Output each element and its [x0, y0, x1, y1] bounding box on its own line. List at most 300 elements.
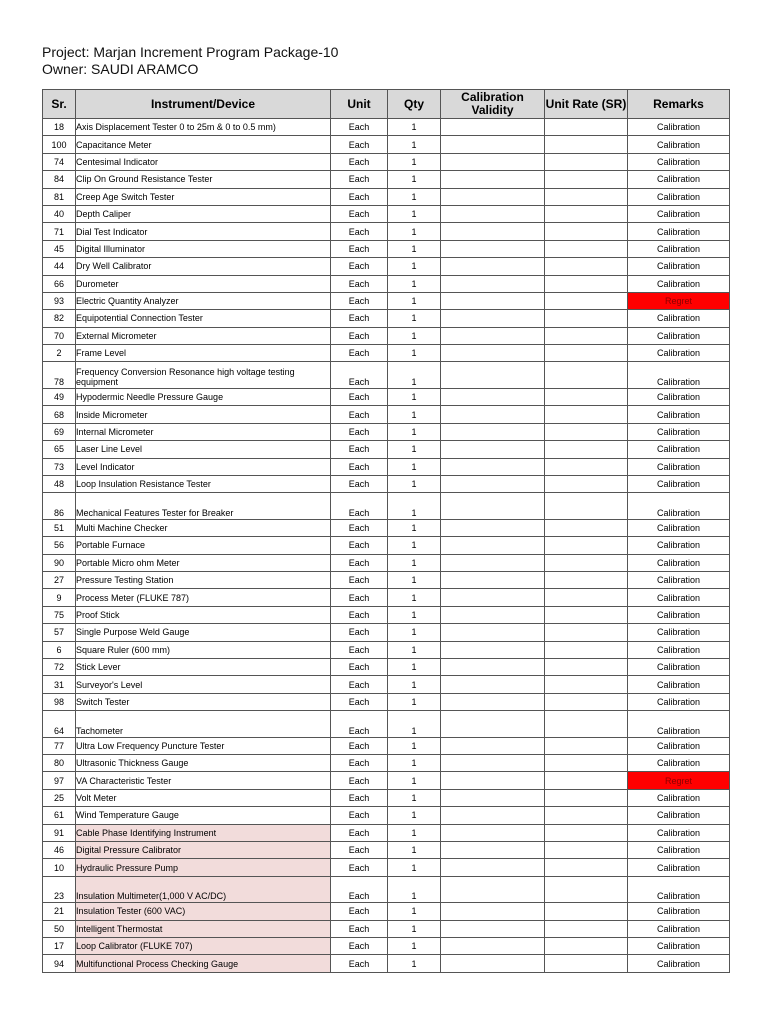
cell-instrument-name: Multi Machine Checker [76, 519, 331, 536]
cell-unit: Each [331, 658, 388, 675]
cell-instrument-name: Intelligent Thermostat [76, 920, 331, 937]
cell-unit: Each [331, 955, 388, 972]
cell-instrument-name: Hydraulic Pressure Pump [76, 859, 331, 876]
cell-sr: 78 [43, 362, 76, 389]
cell-qty: 1 [388, 772, 441, 789]
cell-remarks: Calibration [628, 406, 730, 423]
cell-unit: Each [331, 589, 388, 606]
cell-sr: 48 [43, 475, 76, 492]
cell-sr: 56 [43, 537, 76, 554]
cell-remarks: Calibration [628, 755, 730, 772]
cell-remarks: Calibration [628, 345, 730, 362]
cell-unit-rate [545, 258, 628, 275]
table-row [43, 423, 730, 440]
cell-unit: Each [331, 275, 388, 292]
table-row [43, 589, 730, 606]
cell-instrument-name: Ultrasonic Thickness Gauge [76, 755, 331, 772]
cell-calibration-validity [441, 423, 545, 440]
cell-calibration-validity [441, 493, 545, 520]
cell-unit-rate [545, 423, 628, 440]
cell-sr: 74 [43, 153, 76, 170]
table-row [43, 606, 730, 623]
cell-sr: 18 [43, 119, 76, 136]
cell-instrument-name: Hypodermic Needle Pressure Gauge [76, 388, 331, 405]
cell-unit-rate [545, 693, 628, 710]
table-row [43, 772, 730, 789]
cell-instrument-name: Single Purpose Weld Gauge [76, 624, 331, 641]
cell-remarks: Calibration [628, 537, 730, 554]
cell-remarks: Calibration [628, 589, 730, 606]
cell-qty: 1 [388, 345, 441, 362]
cell-unit-rate [545, 920, 628, 937]
table-row [43, 240, 730, 257]
cell-qty: 1 [388, 136, 441, 153]
cell-calibration-validity [441, 223, 545, 240]
cell-unit: Each [331, 423, 388, 440]
cell-qty: 1 [388, 275, 441, 292]
table-row [43, 693, 730, 710]
cell-calibration-validity [441, 876, 545, 903]
cell-remarks: Calibration [628, 275, 730, 292]
cell-instrument-name: Pressure Testing Station [76, 571, 331, 588]
cell-sr: 9 [43, 589, 76, 606]
cell-unit: Each [331, 903, 388, 920]
cell-unit-rate [545, 119, 628, 136]
cell-calibration-validity [441, 772, 545, 789]
cell-remarks: Calibration [628, 441, 730, 458]
cell-qty: 1 [388, 606, 441, 623]
cell-qty: 1 [388, 589, 441, 606]
cell-remarks: Calibration [628, 676, 730, 693]
cell-instrument-name: Creep Age Switch Tester [76, 188, 331, 205]
cell-calibration-validity [441, 119, 545, 136]
cell-sr: 10 [43, 859, 76, 876]
cell-remarks: Calibration [628, 824, 730, 841]
cell-calibration-validity [441, 693, 545, 710]
cell-unit-rate [545, 903, 628, 920]
cell-sr: 81 [43, 188, 76, 205]
cell-sr: 6 [43, 641, 76, 658]
cell-instrument-name: Multifunctional Process Checking Gauge [76, 955, 331, 972]
cell-unit-rate [545, 824, 628, 841]
cell-unit-rate [545, 676, 628, 693]
cell-instrument-name: Volt Meter [76, 789, 331, 806]
table-row [43, 171, 730, 188]
cell-unit: Each [331, 693, 388, 710]
cell-calibration-validity [441, 920, 545, 937]
cell-unit-rate [545, 171, 628, 188]
cell-instrument-name: Digital Illuminator [76, 240, 331, 257]
cell-qty: 1 [388, 859, 441, 876]
cell-sr: 65 [43, 441, 76, 458]
cell-instrument-name: Capacitance Meter [76, 136, 331, 153]
cell-sr: 75 [43, 606, 76, 623]
cell-sr: 100 [43, 136, 76, 153]
cell-calibration-validity [441, 589, 545, 606]
cell-qty: 1 [388, 258, 441, 275]
cell-unit-rate [545, 737, 628, 754]
cell-calibration-validity [441, 859, 545, 876]
cell-unit-rate [545, 136, 628, 153]
cell-sr: 91 [43, 824, 76, 841]
cell-sr: 86 [43, 493, 76, 520]
cell-instrument-name: Loop Calibrator (FLUKE 707) [76, 938, 331, 955]
cell-sr: 68 [43, 406, 76, 423]
cell-calibration-validity [441, 711, 545, 738]
cell-qty: 1 [388, 571, 441, 588]
cell-instrument-name: Portable Furnace [76, 537, 331, 554]
cell-unit-rate [545, 188, 628, 205]
cell-instrument-name: Switch Tester [76, 693, 331, 710]
document-header [42, 44, 338, 78]
cell-sr: 25 [43, 789, 76, 806]
cell-unit: Each [331, 938, 388, 955]
cell-sr: 21 [43, 903, 76, 920]
cell-calibration-validity [441, 406, 545, 423]
cell-sr: 49 [43, 388, 76, 405]
table-row [43, 841, 730, 858]
cell-unit: Each [331, 755, 388, 772]
cell-remarks: Calibration [628, 258, 730, 275]
cell-calibration-validity [441, 136, 545, 153]
cell-calibration-validity [441, 903, 545, 920]
cell-sr: 82 [43, 310, 76, 327]
cell-unit-rate [545, 475, 628, 492]
cell-qty: 1 [388, 458, 441, 475]
column-header-qty: Qty [388, 90, 441, 119]
cell-calibration-validity [441, 327, 545, 344]
cell-unit: Each [331, 772, 388, 789]
cell-remarks: Calibration [628, 240, 730, 257]
cell-unit: Each [331, 345, 388, 362]
table-row [43, 292, 730, 309]
table-row [43, 136, 730, 153]
table-row [43, 406, 730, 423]
cell-calibration-validity [441, 537, 545, 554]
cell-sr: 64 [43, 711, 76, 738]
cell-unit-rate [545, 441, 628, 458]
cell-qty: 1 [388, 903, 441, 920]
cell-qty: 1 [388, 824, 441, 841]
cell-unit: Each [331, 537, 388, 554]
cell-instrument-name: Level Indicator [76, 458, 331, 475]
table-row [43, 711, 730, 738]
table-row [43, 876, 730, 903]
cell-sr: 45 [43, 240, 76, 257]
column-header-remarks: Remarks [628, 90, 730, 119]
cell-remarks: Calibration [628, 223, 730, 240]
cell-unit-rate [545, 519, 628, 536]
cell-unit-rate [545, 275, 628, 292]
cell-sr: 66 [43, 275, 76, 292]
cell-qty: 1 [388, 188, 441, 205]
cell-instrument-name: Centesimal Indicator [76, 153, 331, 170]
cell-calibration-validity [441, 205, 545, 222]
cell-unit: Each [331, 711, 388, 738]
cell-instrument-name: Insulation Tester (600 VAC) [76, 903, 331, 920]
table-row [43, 920, 730, 937]
cell-qty: 1 [388, 755, 441, 772]
cell-calibration-validity [441, 441, 545, 458]
cell-unit-rate [545, 388, 628, 405]
cell-remarks: Calibration [628, 955, 730, 972]
cell-instrument-name: Inside Micrometer [76, 406, 331, 423]
cell-unit-rate [545, 589, 628, 606]
cell-remarks: Calibration [628, 859, 730, 876]
project-title: Project: Marjan Increment Program Package-10 [42, 44, 339, 60]
cell-calibration-validity [441, 153, 545, 170]
instrument-table [42, 89, 730, 973]
cell-instrument-name: Electric Quantity Analyzer [76, 292, 331, 309]
cell-remarks: Calibration [628, 903, 730, 920]
cell-calibration-validity [441, 275, 545, 292]
cell-unit-rate [545, 841, 628, 858]
cell-qty: 1 [388, 362, 441, 389]
cell-unit: Each [331, 554, 388, 571]
cell-unit: Each [331, 205, 388, 222]
cell-unit: Each [331, 362, 388, 389]
cell-qty: 1 [388, 171, 441, 188]
cell-calibration-validity [441, 188, 545, 205]
cell-calibration-validity [441, 807, 545, 824]
table-row [43, 441, 730, 458]
cell-unit: Each [331, 136, 388, 153]
cell-qty: 1 [388, 205, 441, 222]
cell-remarks: Calibration [628, 876, 730, 903]
cell-calibration-validity [441, 240, 545, 257]
table-row [43, 955, 730, 972]
cell-qty: 1 [388, 537, 441, 554]
cell-qty: 1 [388, 676, 441, 693]
cell-unit-rate [545, 554, 628, 571]
cell-unit-rate [545, 153, 628, 170]
cell-calibration-validity [441, 737, 545, 754]
cell-unit: Each [331, 824, 388, 841]
cell-remarks: Calibration [628, 458, 730, 475]
cell-instrument-name: Process Meter (FLUKE 787) [76, 589, 331, 606]
cell-sr: 27 [43, 571, 76, 588]
cell-sr: 84 [43, 171, 76, 188]
cell-unit-rate [545, 493, 628, 520]
cell-instrument-name: Portable Micro ohm Meter [76, 554, 331, 571]
cell-unit: Each [331, 841, 388, 858]
cell-calibration-validity [441, 624, 545, 641]
cell-instrument-name: Surveyor's Level [76, 676, 331, 693]
cell-sr: 98 [43, 693, 76, 710]
cell-qty: 1 [388, 327, 441, 344]
table-row [43, 153, 730, 170]
cell-instrument-name: Mechanical Features Tester for Breaker [76, 493, 331, 520]
cell-remarks: Calibration [628, 519, 730, 536]
table-row [43, 188, 730, 205]
cell-qty: 1 [388, 624, 441, 641]
cell-qty: 1 [388, 807, 441, 824]
table-row [43, 362, 730, 389]
cell-unit-rate [545, 624, 628, 641]
cell-unit: Each [331, 153, 388, 170]
cell-calibration-validity [441, 388, 545, 405]
cell-sr: 57 [43, 624, 76, 641]
cell-instrument-name: Axis Displacement Tester 0 to 25m & 0 to 0.5 mm) [76, 119, 331, 136]
owner-line: Owner: SAUDI ARAMCO [42, 61, 199, 77]
cell-calibration-validity [441, 458, 545, 475]
cell-calibration-validity [441, 362, 545, 389]
cell-qty: 1 [388, 406, 441, 423]
cell-qty: 1 [388, 554, 441, 571]
table-row [43, 824, 730, 841]
cell-unit: Each [331, 310, 388, 327]
cell-instrument-name: Internal Micrometer [76, 423, 331, 440]
cell-calibration-validity [441, 755, 545, 772]
column-header-unit: Unit [331, 90, 388, 119]
cell-unit: Each [331, 676, 388, 693]
cell-unit-rate [545, 641, 628, 658]
cell-remarks: Calibration [628, 493, 730, 520]
cell-unit: Each [331, 519, 388, 536]
cell-unit: Each [331, 807, 388, 824]
table-row [43, 737, 730, 754]
cell-remarks: Calibration [628, 624, 730, 641]
cell-unit: Each [331, 406, 388, 423]
table-row [43, 258, 730, 275]
cell-sr: 46 [43, 841, 76, 858]
cell-unit: Each [331, 789, 388, 806]
table-body [43, 119, 730, 973]
cell-remarks: Calibration [628, 475, 730, 492]
cell-qty: 1 [388, 938, 441, 955]
cell-sr: 51 [43, 519, 76, 536]
cell-instrument-name: Cable Phase Identifying Instrument [76, 824, 331, 841]
cell-qty: 1 [388, 475, 441, 492]
column-header-sr: Sr. [43, 90, 76, 119]
cell-sr: 40 [43, 205, 76, 222]
cell-remarks: Calibration [628, 938, 730, 955]
table-row [43, 345, 730, 362]
cell-calibration-validity [441, 171, 545, 188]
cell-instrument-name: Wind Temperature Gauge [76, 807, 331, 824]
cell-remarks: Calibration [628, 327, 730, 344]
cell-unit-rate [545, 406, 628, 423]
cell-calibration-validity [441, 258, 545, 275]
cell-calibration-validity [441, 475, 545, 492]
cell-calibration-validity [441, 345, 545, 362]
cell-remarks: Calibration [628, 658, 730, 675]
cell-unit-rate [545, 658, 628, 675]
table-row [43, 938, 730, 955]
cell-qty: 1 [388, 388, 441, 405]
cell-instrument-name: Digital Pressure Calibrator [76, 841, 331, 858]
cell-instrument-name: Proof Stick [76, 606, 331, 623]
cell-sr: 31 [43, 676, 76, 693]
table-row [43, 205, 730, 222]
table-row [43, 807, 730, 824]
cell-unit: Each [331, 119, 388, 136]
cell-qty: 1 [388, 292, 441, 309]
cell-remarks: Calibration [628, 362, 730, 389]
cell-instrument-name: VA Characteristic Tester [76, 772, 331, 789]
cell-qty: 1 [388, 693, 441, 710]
cell-unit-rate [545, 938, 628, 955]
cell-unit: Each [331, 292, 388, 309]
cell-remarks: Calibration [628, 693, 730, 710]
cell-instrument-name: Stick Lever [76, 658, 331, 675]
cell-qty: 1 [388, 493, 441, 520]
cell-sr: 2 [43, 345, 76, 362]
cell-remarks: Calibration [628, 641, 730, 658]
table-row [43, 789, 730, 806]
cell-remarks: Calibration [628, 205, 730, 222]
cell-sr: 72 [43, 658, 76, 675]
cell-unit-rate [545, 711, 628, 738]
cell-unit-rate [545, 458, 628, 475]
table-row [43, 624, 730, 641]
cell-sr: 77 [43, 737, 76, 754]
cell-remarks: Calibration [628, 153, 730, 170]
cell-unit-rate [545, 859, 628, 876]
cell-instrument-name: Durometer [76, 275, 331, 292]
cell-instrument-name: Loop Insulation Resistance Tester [76, 475, 331, 492]
cell-instrument-name: Clip On Ground Resistance Tester [76, 171, 331, 188]
cell-calibration-validity [441, 789, 545, 806]
cell-calibration-validity [441, 938, 545, 955]
table-row [43, 493, 730, 520]
cell-remarks: Calibration [628, 571, 730, 588]
column-header-unit-rate: Unit Rate (SR) [545, 90, 628, 119]
table-row [43, 275, 730, 292]
cell-sr: 70 [43, 327, 76, 344]
cell-qty: 1 [388, 711, 441, 738]
cell-calibration-validity [441, 554, 545, 571]
cell-unit-rate [545, 755, 628, 772]
table-row [43, 223, 730, 240]
cell-qty: 1 [388, 955, 441, 972]
cell-unit-rate [545, 955, 628, 972]
cell-remarks: Calibration [628, 737, 730, 754]
cell-qty: 1 [388, 423, 441, 440]
cell-qty: 1 [388, 841, 441, 858]
table-row [43, 903, 730, 920]
cell-unit-rate [545, 310, 628, 327]
cell-calibration-validity [441, 658, 545, 675]
cell-calibration-validity [441, 955, 545, 972]
cell-unit-rate [545, 327, 628, 344]
table-row [43, 537, 730, 554]
cell-sr: 90 [43, 554, 76, 571]
cell-remarks: Calibration [628, 711, 730, 738]
cell-qty: 1 [388, 519, 441, 536]
cell-qty: 1 [388, 310, 441, 327]
cell-unit-rate [545, 606, 628, 623]
cell-unit: Each [331, 223, 388, 240]
cell-unit-rate [545, 772, 628, 789]
table-row [43, 641, 730, 658]
column-header-instrument: Instrument/Device [76, 90, 331, 119]
cell-unit: Each [331, 859, 388, 876]
cell-remarks: Calibration [628, 554, 730, 571]
cell-unit: Each [331, 188, 388, 205]
cell-calibration-validity [441, 606, 545, 623]
cell-sr: 61 [43, 807, 76, 824]
cell-unit: Each [331, 258, 388, 275]
cell-unit-rate [545, 537, 628, 554]
cell-qty: 1 [388, 153, 441, 170]
cell-qty: 1 [388, 240, 441, 257]
cell-remarks: Calibration [628, 807, 730, 824]
cell-remarks: Calibration [628, 310, 730, 327]
cell-unit: Each [331, 876, 388, 903]
cell-qty: 1 [388, 737, 441, 754]
cell-unit: Each [331, 920, 388, 937]
